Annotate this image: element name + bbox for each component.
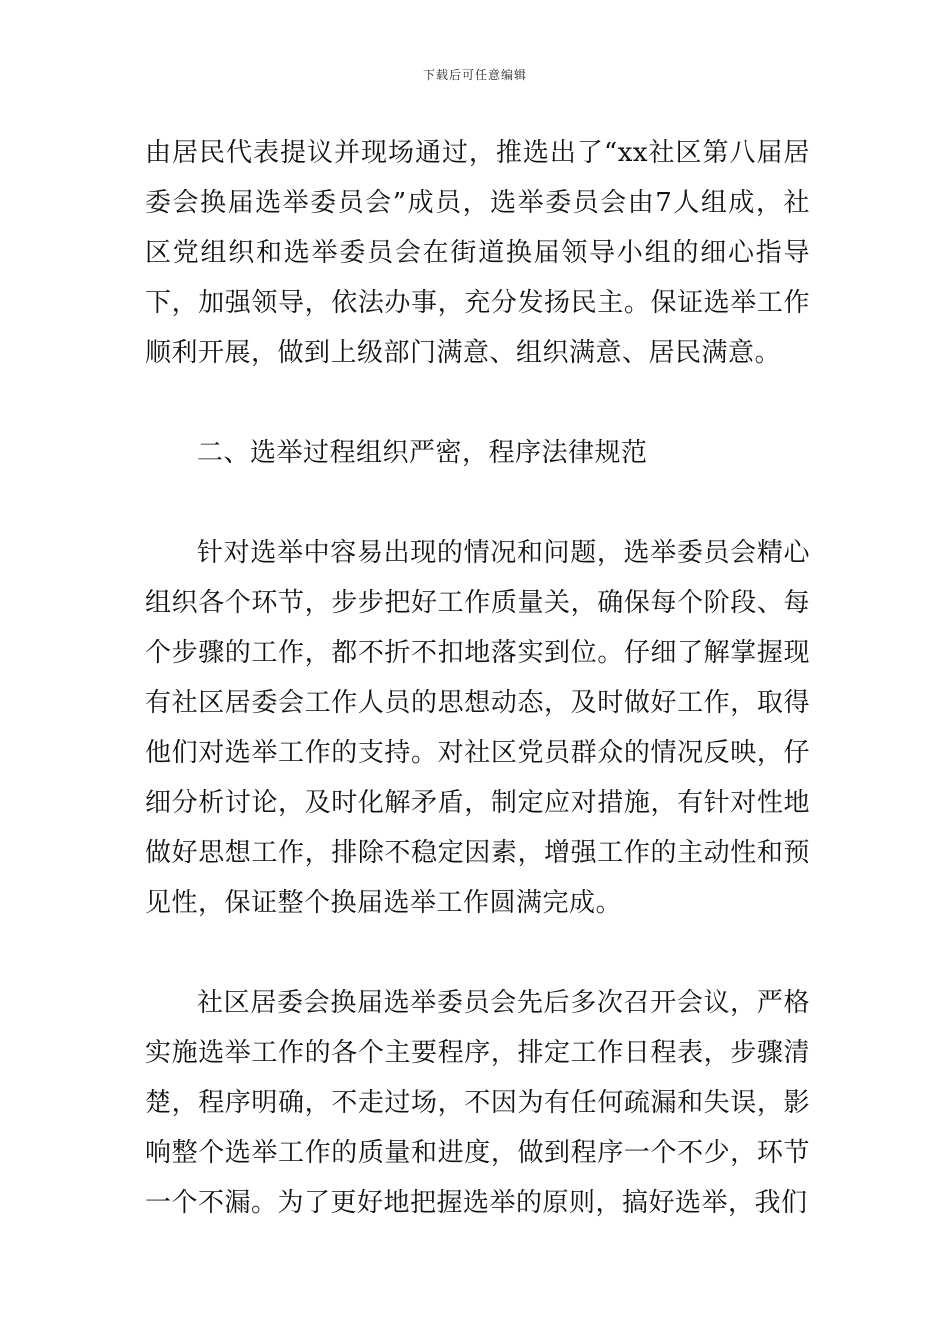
paragraph-spacer: [145, 378, 810, 428]
document-body: [145, 128, 810, 1228]
paragraph-1: 由居民代表提议并现场通过，推选出了“xx社区第八届居委会换届选举委员会”成员，选举委员会由7人组成，社区党组织和选举委员会在街道换届领导小组的细心指导下，加强领导，依法办事，充分发扬民主。保证选举工作顺利开展，做到上级部门满意、组织满意、居民满意。: [145, 138, 810, 368]
page-header-note: 下载后可任意编辑: [422, 68, 527, 82]
paragraph-spacer: [145, 928, 810, 978]
paragraph-spacer: [145, 478, 810, 528]
section-heading-2: 二、选举过程组织严密，程序法律规范: [197, 438, 648, 468]
paragraph-2: 针对选举中容易出现的情况和问题，选举委员会精心组织各个环节，步步把好工作质量关，确保每个阶段、每个步骤的工作，都不折不扣地落实到位。仔细了解掌握现有社区居委会工作人员的思想动态，及时做好工作，取得他们对选举工作的支持。对社区党员群众的情况反映，仔细分析讨论，及时化解矛盾，制定应对措施，有针对性地做好思想工作，排除不稳定因素，增强工作的主动性和预见性，保证整个换届选举工作圆满完成。: [145, 538, 810, 918]
paragraph-3: 社区居委会换届选举委员会先后多次召开会议，严格实施选举工作的各个主要程序，排定工作日程表，步骤清楚，程序明确，不走过场，不因为有任何疏漏和失误，影响整个选举工作的质量和进度，做到程序一个不少，环节一个不漏。为了更好地把握选举的原则，搞好选举，我们: [145, 988, 810, 1218]
